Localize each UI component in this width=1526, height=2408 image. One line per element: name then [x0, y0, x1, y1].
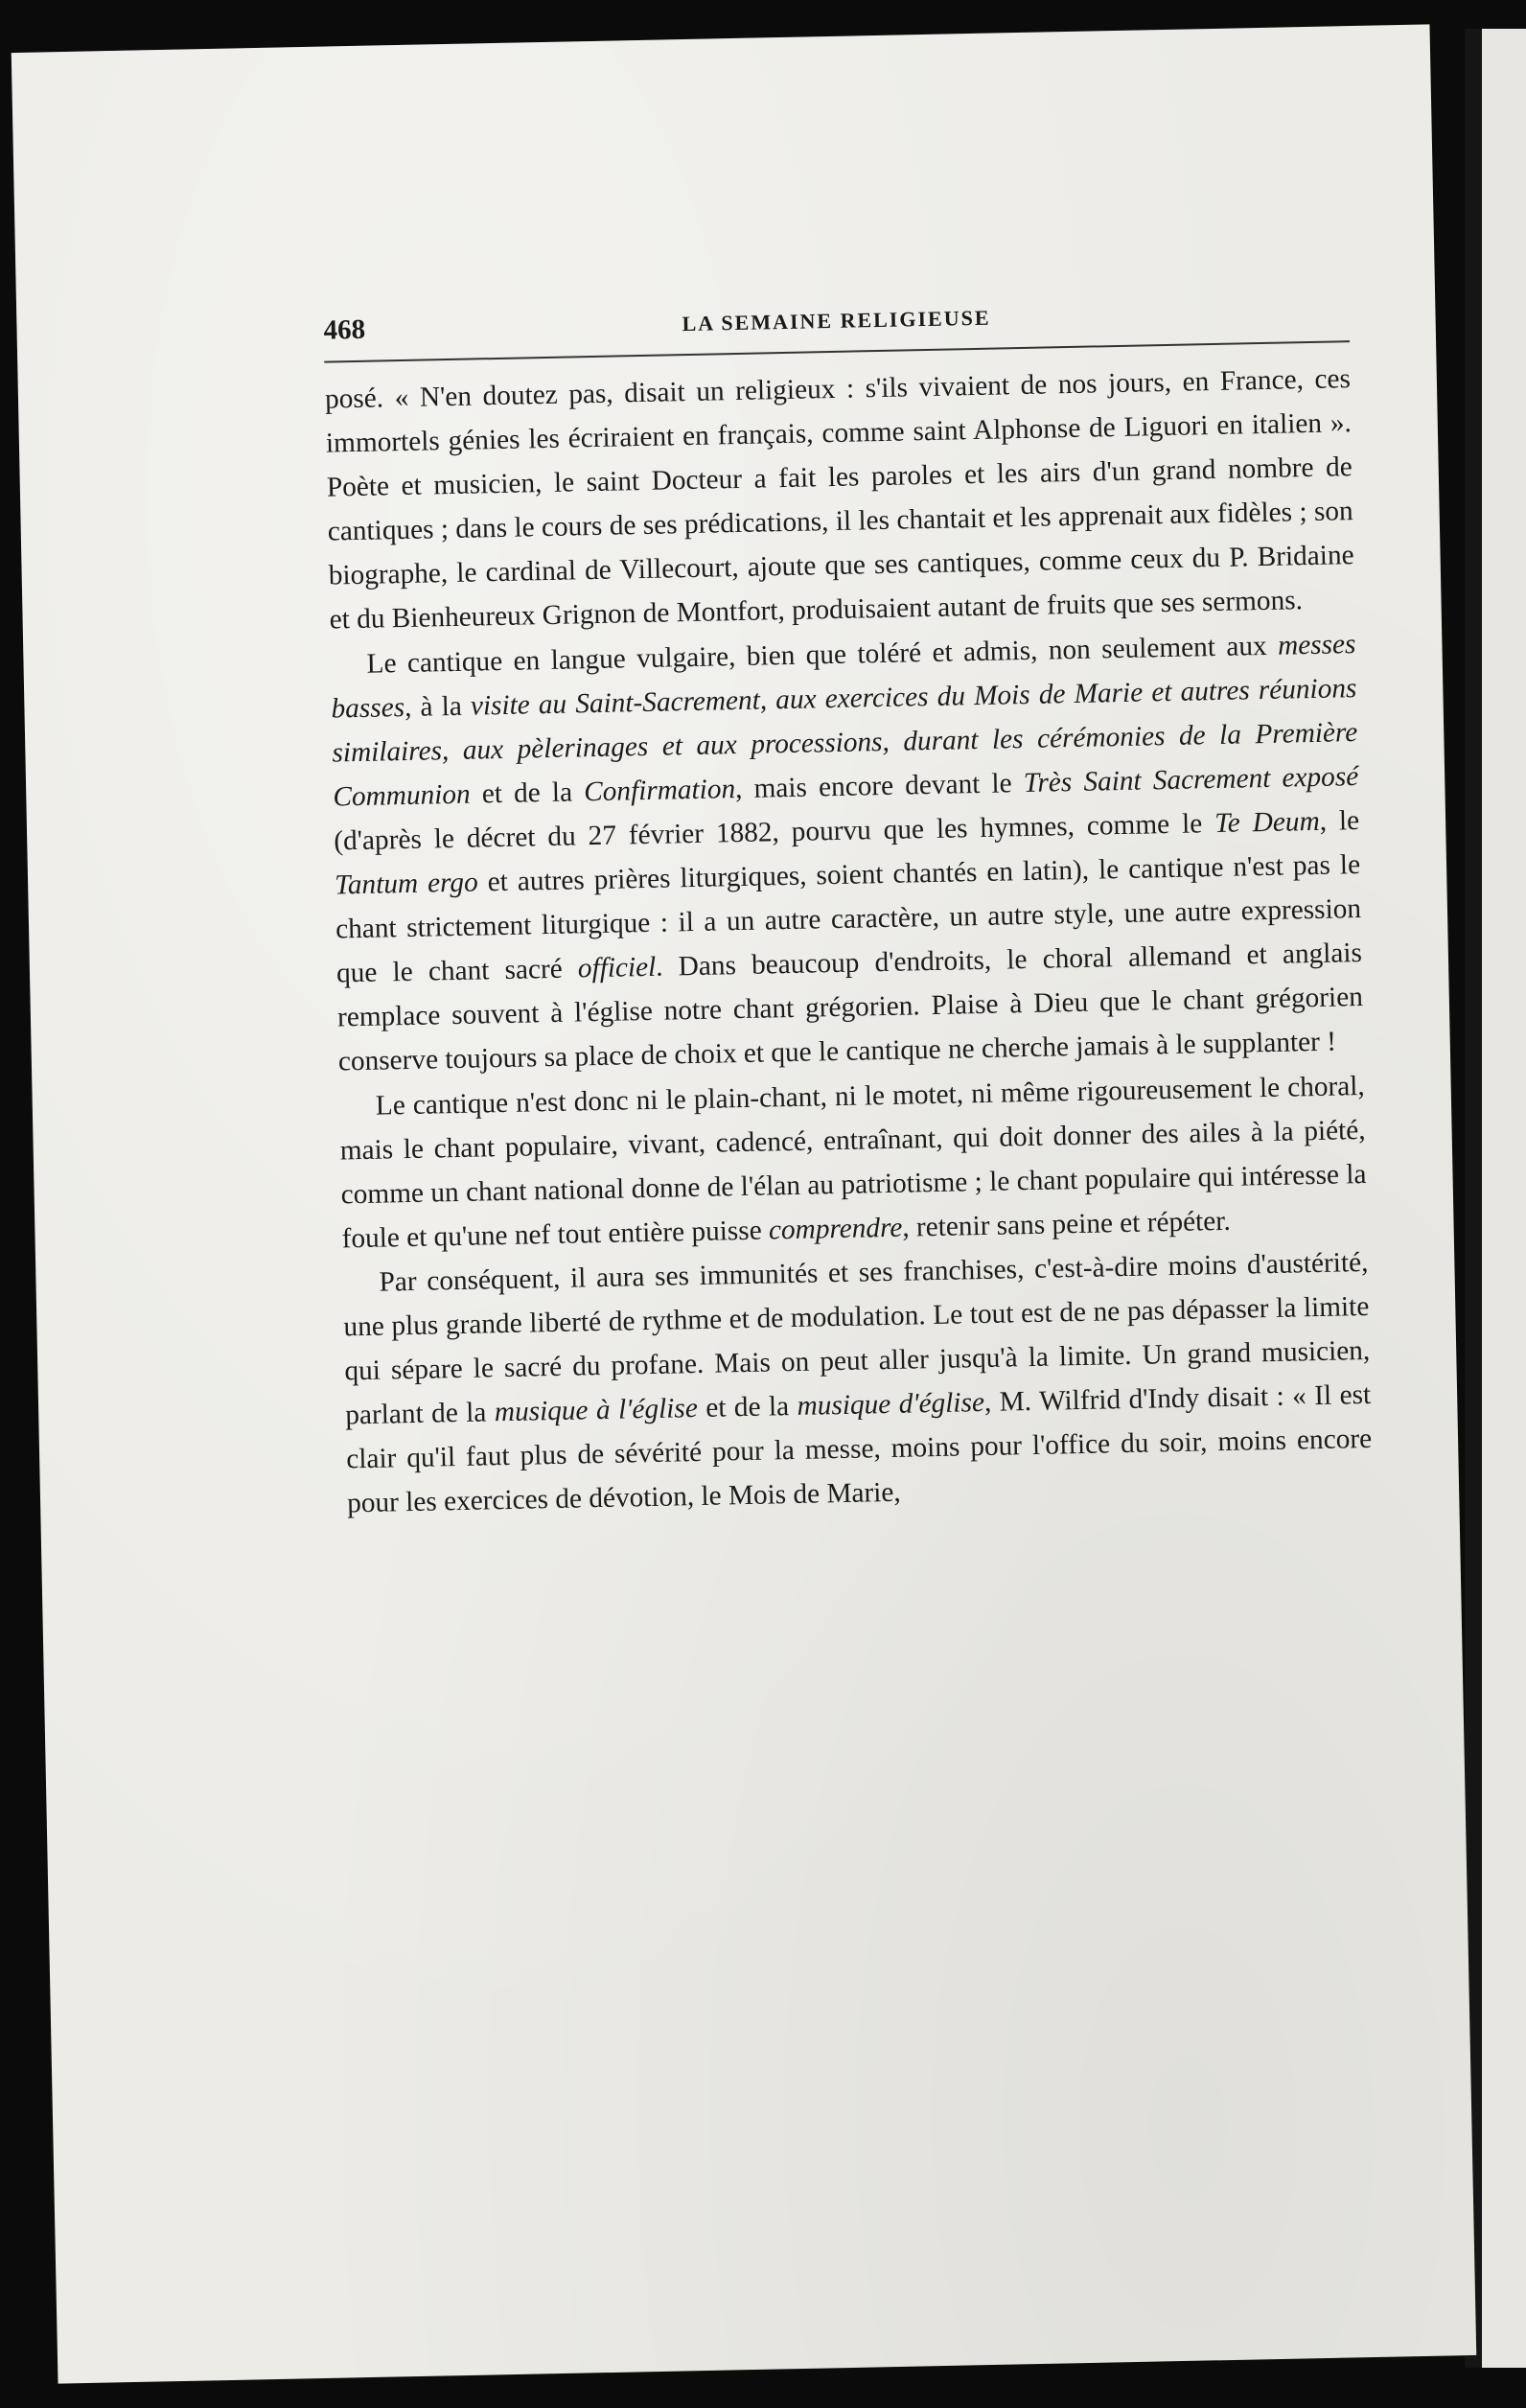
running-title: LA SEMAINE RELIGIEUSE [682, 305, 991, 336]
paragraph-1 [325, 357, 1355, 642]
text-run: et autres prières liturgiques, soient chantés en latin), le cantique n'est pas le chant strictement liturgique : il a un autre caractère, un autre style, une autre expression que le chant sacré [335, 849, 1362, 989]
italic-text: Te Deum [1214, 805, 1320, 839]
next-page-edge [1465, 29, 1526, 2368]
text-run: , à la [404, 690, 472, 723]
text-run: , retenir sans peine et répéter. [902, 1205, 1232, 1243]
italic-text: musique d'église [797, 1387, 985, 1423]
paragraph-2 [330, 622, 1364, 1084]
text-run: . Dans beaucoup d'endroits, le choral allemand et anglais remplace souvent à l'église notre chant grégorien. Plaise à Dieu que le chant grégorien conserve toujours sa place de choix et que le cantique ne cherche jamais à le supplanter ! [336, 938, 1364, 1077]
italic-text: comprendre [768, 1212, 903, 1246]
text-run: et de la [697, 1391, 798, 1424]
italic-text: messes basses [331, 628, 1356, 725]
text-run: (d'après le décret du 27 février 1882, pourvu que les hymnes, comme le [333, 808, 1215, 857]
body-text [325, 357, 1374, 1526]
italic-text: Très Saint Sacrement exposé [1023, 760, 1359, 799]
text-run: Le cantique en langue vulgaire, bien que toléré et admis, non seulement aux [366, 630, 1279, 680]
italic-text: officiel [577, 952, 657, 984]
italic-text: Confirmation [583, 773, 736, 808]
paragraph-4 [342, 1240, 1373, 1526]
running-head [323, 294, 1350, 362]
book-page [12, 24, 1477, 2383]
italic-text: Tantum ergo [334, 867, 479, 901]
italic-text: musique à l'église [494, 1393, 699, 1428]
italic-text: visite au Saint-Sacrement, aux exercices du Mois de Marie et autres réunions similaires, aux pèlerinages et aux processions, durant les cérémonies de la Première Communion [332, 672, 1358, 813]
text-run: , M. Wilfrid d'Indy disait : « Il est clair qu'il faut plus de sévérité pour la messe, moins pour l'office du soir, moins encore pour les exercices de dévotion, le Mois de Marie, [345, 1379, 1373, 1519]
text-run: , le [1319, 804, 1360, 837]
text-run: , mais encore devant le [734, 767, 1025, 804]
text-run: posé. « N'en doutez pas, disait un religieux : s'ils vivaient de nos jours, en France, ces immortels génies les écriraient en français, comme saint Alphonse de Liguori en italien ». Poète et musicien, le saint Docteur a fait les paroles et les airs d'un grand nombre de cantiques ; dans le cours de ses prédications, il les chantait et les apprenait aux fidèles ; son biographe, le cardinal de Villecourt, ajoute que ses cantiques, comme ceux du P. Bridaine et du Bienheureux Grignon de Montfort, produisaient autant de fruits que ses sermons. [324, 363, 1354, 637]
paragraph-3 [338, 1063, 1367, 1261]
text-run: Le cantique n'est donc ni le plain-chant, ni le motet, ni même rigoureusement le choral, mais le chant populaire, vivant, cadencé, entraînant, qui doit donner des ailes à la piété, comme un chant national donne de l'élan au patriotisme ; le chant populaire qui intéresse la foule et qu'une nef tout entière puisse [339, 1070, 1367, 1255]
page-number: 468 [323, 313, 366, 346]
text-run: Par conséquent, il aura ses immunités et ses franchises, c'est-à-dire moins d'austérité, une plus grande liberté de rythme et de modulation. Le tout est de ne pas dépasser la limite qui sépare le sacré du profane. Mais on peut aller jusqu'à la limite. Un grand musicien, parlant de la [343, 1246, 1371, 1431]
text-run: et de la [470, 776, 585, 810]
